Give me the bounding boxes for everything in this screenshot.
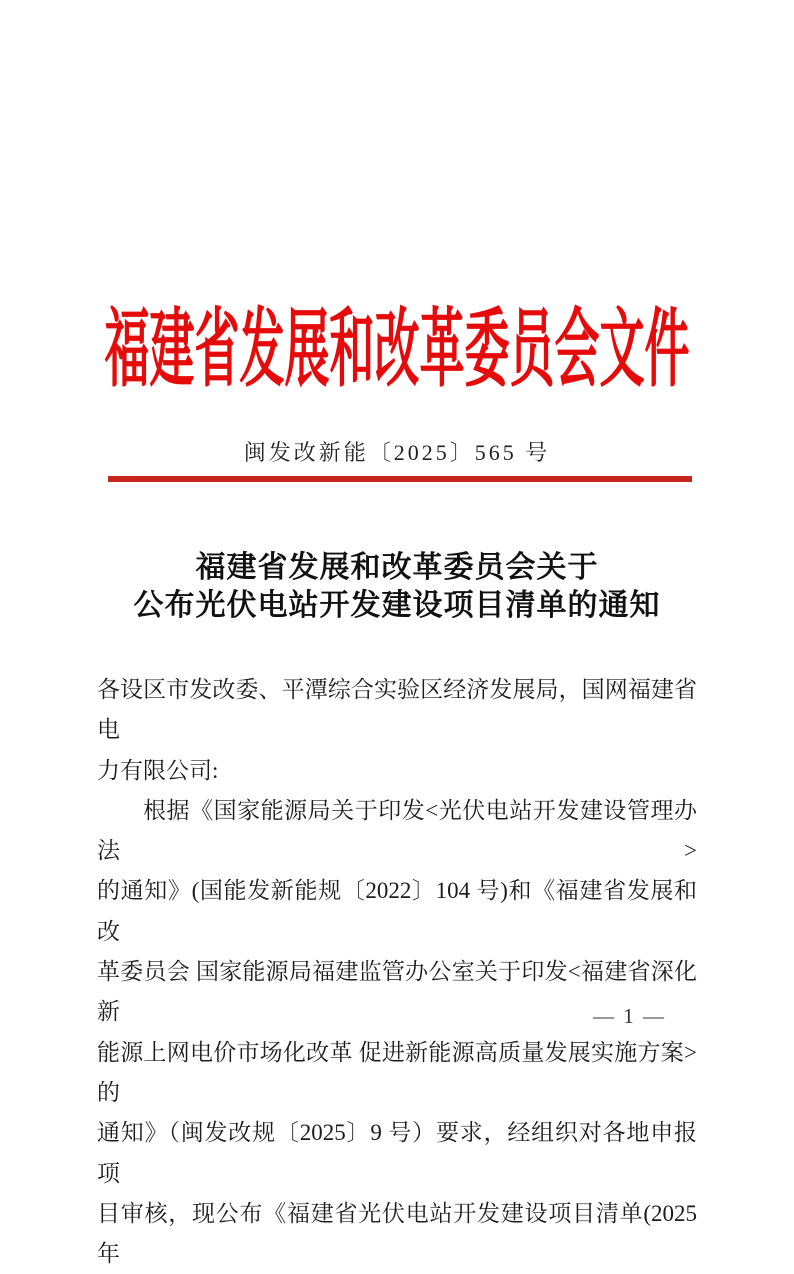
body-line: 力有限公司: <box>97 757 219 783</box>
agency-header: 福建省发展和改革委员会文件 <box>104 301 690 397</box>
body-line: 革委员会 国家能源局福建监管办公室关于印发<福建省深化新 <box>97 959 697 1025</box>
body-line: 各设区市发改委、平潭综合实验区经济发展局，国网福建省电 <box>97 677 697 743</box>
document-number: 闽发改新能〔2025〕565 号 <box>243 440 551 465</box>
body-line: 目审核，现公布《福建省光伏电站开发建设项目清单(2025 年 <box>97 1200 697 1267</box>
body-line: 根据《国家能源局关于印发<光伏电站开发建设管理办法> <box>97 797 697 864</box>
notice-title-line1: 福建省发展和改革委员会关于 <box>195 551 599 584</box>
body-line: 能源上网电价市场化改革 促进新能源高质量发展实施方案>的 <box>97 1039 697 1105</box>
page-number: — 1 — <box>593 1004 666 1028</box>
notice-title <box>0 549 794 624</box>
body-line: 的通知》(国能发新能规〔2022〕104 号)和《福建省发展和改 <box>97 878 697 944</box>
body-text <box>97 670 697 1274</box>
red-divider-rule <box>108 476 692 482</box>
body-line: 通知》（闽发改规〔2025〕9 号）要求，经组织对各地申报项 <box>97 1120 697 1186</box>
notice-title-line2: 公布光伏电站开发建设项目清单的通知 <box>133 588 661 622</box>
